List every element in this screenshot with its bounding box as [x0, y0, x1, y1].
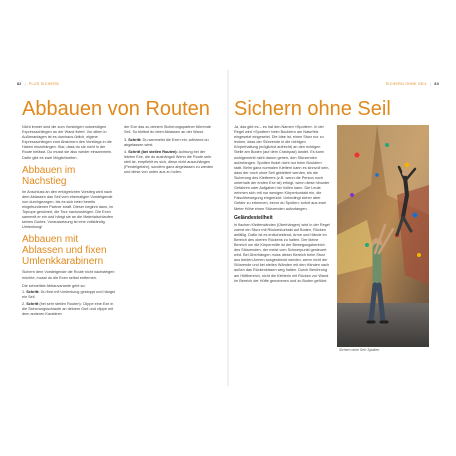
step-3: 3. Schritt: Du sammelst die Exen ein, während du abgelassen wirst. — [124, 138, 209, 148]
step-4-label: Schritt (bei steilen Routen): — [128, 149, 178, 154]
step-2-continued: der Exe das zu deinem Sicherungspartner führende Seil. So bleibst du beim Ablassen an der Wand. — [124, 125, 211, 135]
ablassen-paragraph: Sichern dem Vorsteigende die Route nicht nachsteigen möchte, musst du die Exen selbst entfernen. — [22, 270, 115, 280]
book-gutter — [227, 70, 229, 386]
step-3-label: Schritt: — [128, 138, 142, 143]
step-2-label: Schritt — [26, 301, 39, 306]
step-2-text: Clippe eine Exe in die Sicherungsschlaufe an deinem Gurt und clippe mit dem anderen Karabiner — [22, 301, 114, 317]
spotten-intro-paragraph: Ja, das gibt es – es hat den Namen »Spotten«. In der Regel wird »Spotten« beim Bouldern am Naturfels eingesetzt eingesetzt. Die Idee ist, einen Sturz nur zu lenken, dass der Stürzende in die richtigen Körperhaltung (möglichst aufrecht) an den richtigen Stelle am Boden (auf dem Crashpad) landet. Es kann wohlgemerkt nicht darum gehen, den Stürzenden aufzufangen. Spotten findet nicht nur beim Bouldern statt. Beim ganz normalen Klettern kann es sinnvoll sein, dass der noch ohne Seil geklettert werden, bis die Sicherung des Kletterers (z.B. wenn die Person noch unterhalb der ersten Exe ist) erfolgt, wenn diese hinunter Gefahren oder Aufgaben hin Vollen kann. Die Leute nehmen sich mit nur wenigen Körperkontakt ein, die Falschbewegung eingerückt. Unbedingt sicher aber Gefahr zu erkennen, bevor du Spotten: sofort aus zwei Meter Höhe einen Stürzenden aufzufangen. — [234, 125, 330, 211]
photo-caption: Sichern ohne Seil: Spotten. — [339, 348, 381, 352]
step-2-extra: (bei sehr steilen Routen): — [39, 301, 82, 306]
heading-gelaendesteilheit: Geländesteilheit — [234, 214, 273, 221]
step-2: 2. Schritt (bei sehr steilen Routen): Clippe eine Exe in die Sicherungsschlaufe an deinem Gurt und clippe mit dem anderen Karabiner — [22, 301, 114, 317]
left-page-number: 82 — [17, 82, 22, 86]
left-running-header — [17, 80, 59, 88]
step-4: 4. Schritt (bei steilen Routen): Achtung bei der letzten Exe, die du aushängst! Wenn die Route sehr steil ist, empfiehlt es sich, diese nicht auszuhängen (Pendelgefahr), sondern ganz abgelassen zu werden und diese von unten aus zu holen. — [124, 149, 214, 175]
step-1-label: Schritt: — [26, 290, 40, 295]
heading-nachstieg: Abbauen im Nachstieg — [22, 164, 76, 187]
steps-list — [22, 290, 116, 317]
running-separator: | — [24, 82, 26, 86]
intro-paragraph: Nicht immer sind die zum Vorsteigen notwendigen Expressschlingen an der Wand fixiert. Vor allem in Außenanlagen ist es durchaus üblich, eigene Expressschlingen zum Absichern des Vorstiegs in die Haken einzuhängen. Klar, dass du sie nicht in der Route belässt. Du musst sie also wieder einsammeln. Dafür gibt es zwei Möglichkeiten. — [22, 125, 113, 160]
left-section-label: PLUS SICHERN — [28, 82, 60, 86]
gelaende-paragraph: In flachen Kletterwänden (Überhängen) wird in der Regel zuerst ein Sturz mit Rückenkontakt auf Boden, Rücken anfällig. Dafür ist es entscheidend, Arme und Hände im Bereich des oberen Rückens zu halten. Der kleine Bereich um die Körpermitte ist der Bewegungsbereich des Stürzenden, der meist vom Schwerpunkt gesteuert wird. Bei Überhängen muss dieser Bereich beim Sturz aus beiden Armen ausgestreckt werden, wenn nicht der Stürzende und bei steilen Wänden mit den Händen nach außen das Rückenkissen weg halten. Durch Berührung am Hüftbereich, nicht die Kletterin mit Rücken zur Wand. Im Bereich der Hüfte genommen und zu Boden geführt. — [234, 222, 330, 283]
left-page-title: Abbauen von Routen — [22, 98, 210, 120]
steps-intro: Die schnellste Abbauvariante geht so: — [22, 283, 86, 288]
steps-list-continued — [124, 138, 216, 175]
nachstieg-paragraph: Im Anschluss an den erfolgreichen Vorstieg wird nach dem Ablassen das Seil vom ehemaligen Vorsteigende nun durchgezogen, bis es sich beim bereits eingebundenen Partner straff. Dieser beginnt dann, im Toprope gesichert, die Tour nachzusteigen. Die Exen sammelt er ein und hängt sie an die Materialschlaufen seines Gurtes. Voraussetzung ist eine vollständig Umlenkung! — [22, 189, 114, 230]
left-column-1 — [22, 125, 116, 320]
right-page-number: 83 — [434, 82, 439, 86]
heading-ablassen: Abbauen mit Ablassen und fixen Umlenkkarabinern — [22, 234, 107, 268]
right-column-1 — [234, 125, 330, 287]
step-1-text: Du fixst mit Umlenkzug gestoppt und hängst ein Seil. — [22, 290, 115, 300]
left-column-2 — [124, 125, 216, 178]
step-4-text: Achtung bei der letzten Exe, die du aushängst! Wenn die Route sehr steil ist, empfiehlt es sich, diese nicht auszuhängen (Pendelgefahr), sondern ganz abgelassen zu werden und diese von unten aus zu holen. — [124, 149, 214, 175]
step-1: 1. Schritt: Du fixst mit Umlenkzug gestoppt und hängst ein Seil. — [22, 290, 115, 300]
right-section-label: SICHERN OHNE SEIL — [385, 82, 428, 86]
running-separator: | — [430, 82, 432, 86]
right-running-header — [386, 80, 439, 88]
right-page-title: Sichern ohne Seil — [234, 98, 391, 120]
spotting-photo — [337, 125, 429, 347]
photo-illustration — [337, 125, 429, 347]
step-3-text: Du sammelst die Exen ein, während du abgelassen wirst. — [124, 138, 209, 148]
